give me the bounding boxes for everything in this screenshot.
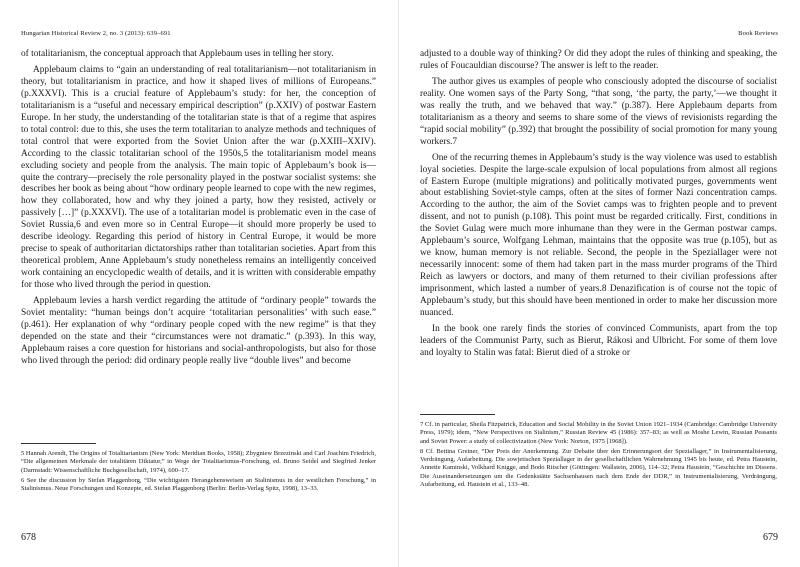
footnote-5: 5 Hannah Arendt, The Origins of Totalitarianism (New York: Meridian Books, 1958); Zbygniew Brzezinski and Carl Joachim Friedrich, “Die allgemeinen Merkmale der totalitären Diktatur,” in Wege der Totalitarismus-Forschung, ed. Bruno Seidel and Siegfried Jenker (Darmstadt: Wissenschaftliche Buchgesellschaft, 1974), 600–17. xyxy=(21,450,376,474)
footnote-8: 8 Cf. Bettina Greiner, “Der Preis der Anerkennung. Zur Debatte über den Erinnerungsort der Speziallager,” in Instrumentalisierung, Verdrängung, Aufarbeitung. Die sowjetischen Speziallager in der gesellschaftlichen Wahrnehmung 1945 bis heute, ed. Petra Haustein, Annette Kaminski, Volkhard Knigge, and Bodo Ritscher (Göttingen: Wallstein, 2006), 114–32; Petra Haustein, “Geschichte im Dissens. Die Auseinandersetzungen um die Gedenkstätte Sachsenhausen nach dem Ende der DDR,” in Instrumentalisierung, Verdrängung, Aufarbeitung, ed. Haustein et al., 133–48. xyxy=(420,447,777,489)
paragraph: Applebaum claims to “gain an understanding of real totalitarianism—not totalitarianism in theory, but totalitarianism in practice, and how it shaped lives of millions of Europeans.” (p.XXXVI). This is a crucial feature of Applebaum’s study: for her, the conception of totalitarianism is a “useful and necessary empirical description” (p.XXIV) of postwar Eastern Europe. In her study, the understanding of the totalitarian state is that of a regime that aspires to total control: due to this, she uses the term totalitarian to analyze methods and techniques of total control that were exported from the Soviet Union after the war (p.XXIII–XXIV). According to the classic totalitarian school of the 1950s,5 the totalitarianism model means excluding society and people from the analysis. The main topic of Applebaum’s book is—quite the contrary—precisely the role personality played in the postwar socialist systems: she describes her book as being about “how ordinary people learned to cope with the new regimes, how they collaborated, how and why they joined a party, how they resisted, actively or passively […]” (p.XXXVI). The use of a totalitarian model is problematic even in the case of Soviet Russia,6 and even more so in Central Europe—it should more properly be used to describe ideology. Regarding this period of history in Central Europe, it would be more precise to speak of authoritarian dictatorships rather than totalitarian societies. Apart from this theoretical problem, Anne Applebaum’s study nonetheless remains an intelligently conceived work containing an encyclopedic wealth of details, and it is written with considerable empathy for those who lived through the period in question. xyxy=(21,64,376,291)
running-head-section: Book Reviews xyxy=(738,30,778,37)
left-body-text xyxy=(21,49,376,372)
running-head-journal: Hungarian Historical Review 2, no. 3 (2013): 639–691 xyxy=(21,30,171,37)
footnote-6: 6 See the discussion by Stefan Plaggenborg, “Die wichtigsten Herangehensweisen an Stalinismus in der westlichen Forschung,” in Stalinismus. Neue Forschungen und Konzepte, ed. Stefan Plaggenborg (Berlin: Berlin-Verlag Spitz, 1998), 13–33. xyxy=(21,476,376,493)
paragraph: The author gives us examples of people who consciously adopted the discourse of socialist reality. One women says of the Party Song, “that song, ‘the party, the party,’—we thought it was really the truth, and we behaved that way.” (p.387). Here Applebaum departs from totalitarianism as a theory and seems to share some of the views of revisionists regarding the “rapid social mobility” (p.392) that brought the possibility of social promotion for many young workers.7 xyxy=(420,76,777,147)
footnote-7: 7 Cf. in particular, Sheila Fitzpatrick, Education and Social Mobility in the Soviet Union 1921–1934 (Cambridge: Cambridge University Press, 1979); idem, “New Perspectives on Stalinism,” Russian Review 45 (1986): 357–83; as well as Moshe Lewin, Russian Peasants and Soviet Power: a study of collectivization (New York: Norton, 1975 [1968]). xyxy=(420,421,777,445)
footnote-rule xyxy=(420,414,495,415)
left-footnotes xyxy=(21,450,376,495)
right-footnotes xyxy=(420,421,777,491)
paragraph: In the book one rarely finds the stories of convinced Communists, apart from the top leaders of the Communist Party, such as Bierut, Rákosi and Ulbricht. For some of them love and loyalty to Stalin was fatal: Bierut died of a stroke or xyxy=(420,323,777,358)
page-number: 679 xyxy=(763,532,778,543)
page-gutter xyxy=(398,0,399,567)
paragraph: of totalitarianism, the conceptual approach that Applebaum uses in telling her story. xyxy=(21,49,334,59)
paragraph: adjusted to a double way of thinking? Or did they adopt the rules of thinking and speaking, the rules of Foucauldian discourse? The answer is left to the reader. xyxy=(420,49,777,71)
paragraph: One of the recurring themes in Applebaum’s study is the way violence was used to establish loyal societies. Despite the large-scale expulsion of local populations from almost all regions of Eastern Europe (multiple migrations) and politically motivated purges, governments went about establishing Soviet-style camps, often at the sites of former Nazi concentration camps. According to the author, the aim of the Soviet camps was to frighten people and to prevent dissent, and not to punish (p.108). This point must be regarded critically. First, conditions in the Soviet Gulag were much more inhumane than they were in the German postwar camps. Applebaum’s source, Wolfgang Lehman, maintains that the opposite was true (p.105), but as we know, human memory is not reliable. Second, the people in the Speziallager were not necessarily innocent: some of them had taken part in the mass murder programs of the Third Reich as lawyers or doctors, and many of them returned to their civilian professions after imprisonment, which lasted a number of years.8 Denazification is of course not the topic of Applebaum’s study, but this should have been mentioned in order to make her discussion more nuanced. xyxy=(420,152,777,319)
right-page xyxy=(400,0,800,567)
footnote-rule xyxy=(21,443,96,444)
page-number: 678 xyxy=(21,532,36,543)
right-body-text xyxy=(420,49,777,364)
paragraph: Applebaum levies a harsh verdict regarding the attitude of “ordinary people” towards the Soviet mentality: “human beings don’t acquire ‘totalitarian personalities’ with such ease.” (p.461). Her explanation of why “ordinary people coped with the new regime” is that they depended on the state and their “circumstances were not dramatic.” (p.393). In this way, Applebaum raises a core question for historians and social-anthropologists, but also for those who lived through the period: did ordinary people really live “double lives” and become xyxy=(21,296,376,366)
